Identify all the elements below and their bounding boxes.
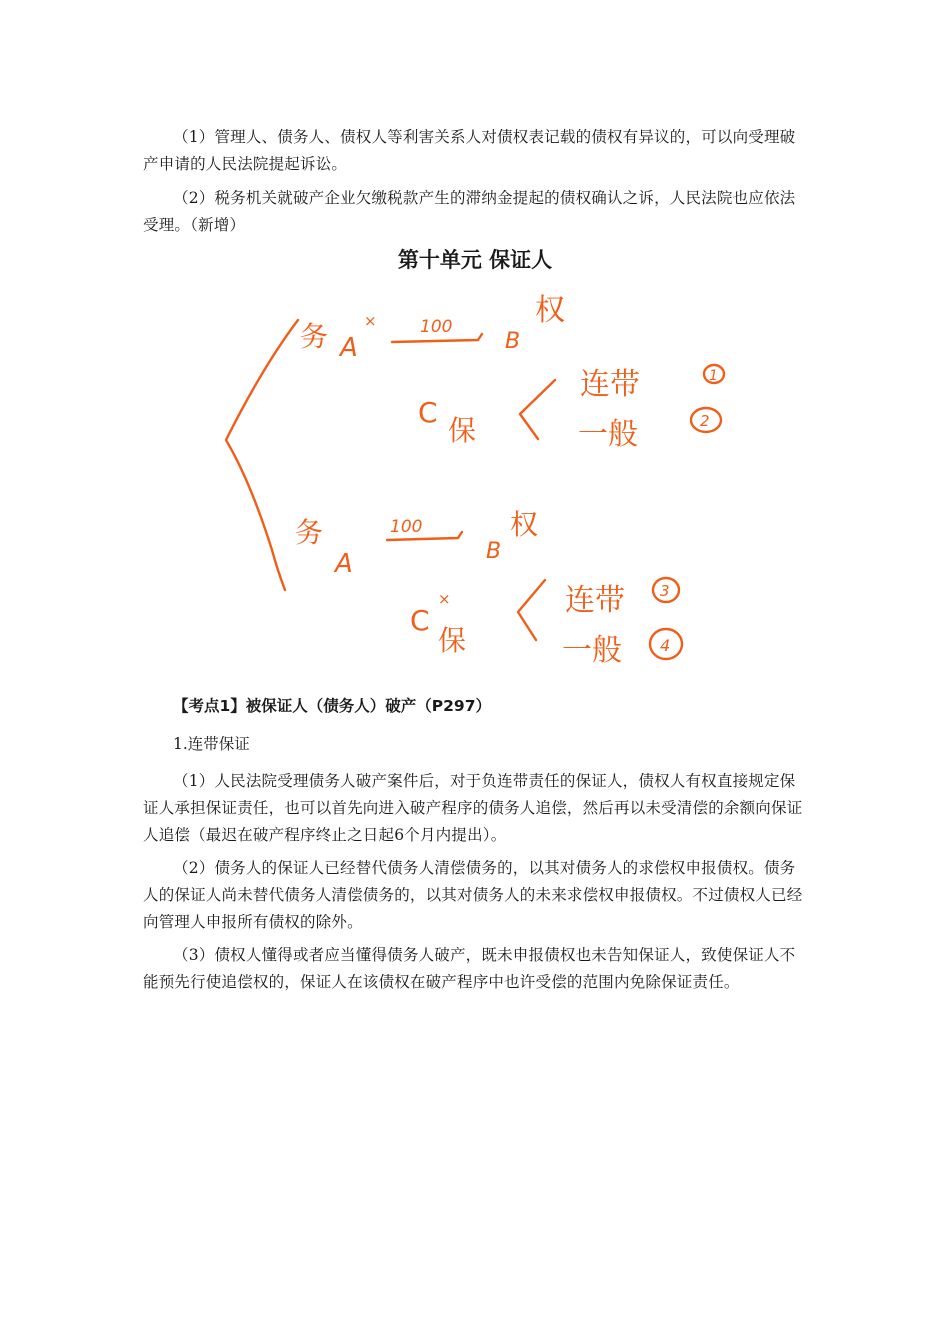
mark-x-row1: × xyxy=(364,312,377,330)
paragraph-tax-late-fee: （2）税务机关就破产企业欠缴税款产生的滞纳金提起的债权确认之诉，人民法院也应依法受理。（新增） xyxy=(143,189,796,234)
number-3: 3 xyxy=(660,582,670,600)
label-guarantor-row2: 保 xyxy=(438,624,467,657)
amount-row2: 100 xyxy=(390,517,423,537)
label-creditor-row2: 权 xyxy=(510,508,539,541)
mark-x-row2: × xyxy=(438,590,451,608)
chevron-row1 xyxy=(520,380,555,439)
label-guarantor-row1: 保 xyxy=(448,414,477,447)
paragraph-guarantee-exemption: （3）债权人懂得或者应当懂得债务人破产，既未申报债权也未告知保证人，致使保证人不能预先行使追偿权的，保证人在该债权在破产程序中也许受偿的范围内免除保证责任。 xyxy=(143,946,796,991)
option-general-row2: 一般 xyxy=(562,633,622,668)
unit-title: 第十单元 保证人 xyxy=(397,248,553,272)
key-point-heading: 【考点1】被保证人（债务人）破产（P297） xyxy=(173,697,492,715)
label-debtor-row1: 务 xyxy=(300,320,329,353)
label-party-b-row2: B xyxy=(486,539,502,564)
paragraph-joint-liability: （1）人民法院受理债务人破产案件后，对于负连带责任的保证人，债权人有权直接规定保证人承担保证责任，也可以首先向进入破产程序的债务人追偿，然后再以未受清偿的余额向保证人追偿（最迟在破产程序终止之日起6个月内提出）。 xyxy=(143,772,803,844)
subheading-joint-guarantee: 1.连带保证 xyxy=(173,735,250,753)
number-2: 2 xyxy=(700,412,710,430)
amount-row1: 100 xyxy=(420,317,453,337)
label-debtor-row2: 务 xyxy=(295,516,324,549)
number-1: 1 xyxy=(709,368,718,384)
option-general-row1: 一般 xyxy=(578,417,638,452)
label-creditor-row1: 权 xyxy=(535,293,565,328)
label-party-c-row2: C xyxy=(410,604,430,637)
paragraph-objection-lawsuit: （1）管理人、债务人、债权人等利害关系人对债权表记载的债权有异议的，可以向受理破产申请的人民法院提起诉讼。 xyxy=(143,128,796,173)
branch-bracket-stroke xyxy=(226,320,298,590)
label-party-a-row2: A xyxy=(335,549,353,579)
handwritten-guarantor-diagram xyxy=(200,282,740,682)
option-joint-row2: 连带 xyxy=(565,583,625,618)
number-4: 4 xyxy=(660,636,671,655)
paragraph-guarantor-claim: （2）债务人的保证人已经替代债务人清偿债务的，以其对债务人的求偿权申报债权。债务人的保证人尚未替代债务人清偿债务的，以其对债务人的未来求偿权申报债权。不过债权人已经向管理人申报所有债权的除外。 xyxy=(143,859,803,931)
label-party-c-row1: C xyxy=(418,396,438,429)
chevron-row2 xyxy=(518,580,545,640)
label-party-a-row1: A xyxy=(340,333,358,363)
label-party-b-row1: B xyxy=(505,329,521,354)
option-joint-row1: 连带 xyxy=(580,367,640,402)
